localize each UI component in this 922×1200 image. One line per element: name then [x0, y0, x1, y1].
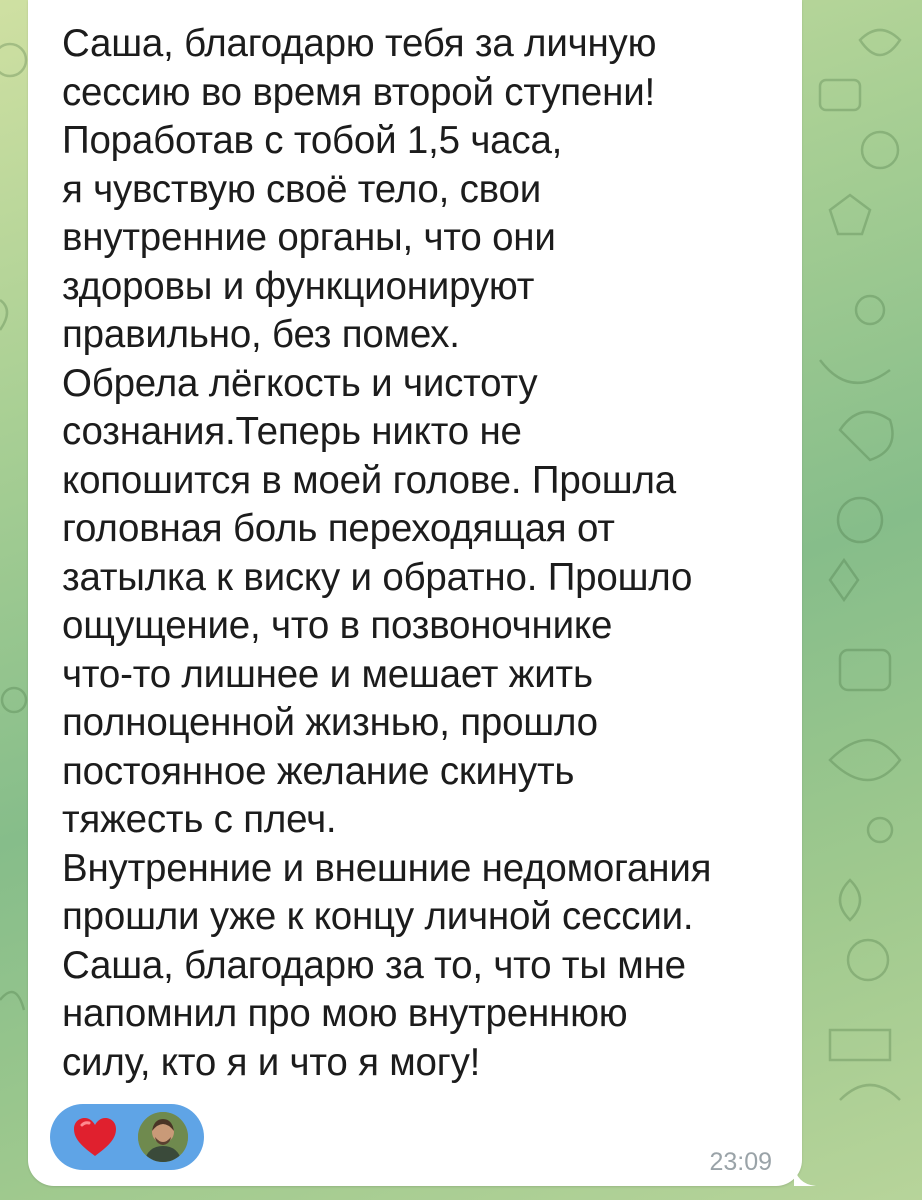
reactor-avatar[interactable]	[138, 1112, 188, 1162]
bubble-tail	[794, 1164, 816, 1186]
message-time: 23:09	[709, 1148, 772, 1176]
avatar-photo-icon	[138, 1112, 188, 1162]
message-text: Саша, благодарю тебя за личную сессию во время второй ступени! Поработав с тобой 1,5 часа, я чувствую своё тело, свои внутренние органы, что они здоровы и функционируют правильно, без помех. Обрела лёгкость и чистоту сознания.Теперь никто не копошится в моей голове. Прошла головная боль переходящая от затылка к виску и обратно. Прошло ощущение, что в позвоночнике что-то лишнее и мешает жить полноценной жизнью, прошло постоянное желание скинуть тяжесть с плеч. Внутренние и внешние недомогания прошли уже к концу личной сессии. Саша, благодарю за то, что ты мне напомнил про мою внутреннюю силу, кто я и что я могу!	[62, 22, 712, 1084]
reactions-pill[interactable]	[50, 1104, 204, 1170]
heart-icon	[72, 1116, 118, 1158]
message-bubble[interactable]	[28, 0, 802, 1186]
